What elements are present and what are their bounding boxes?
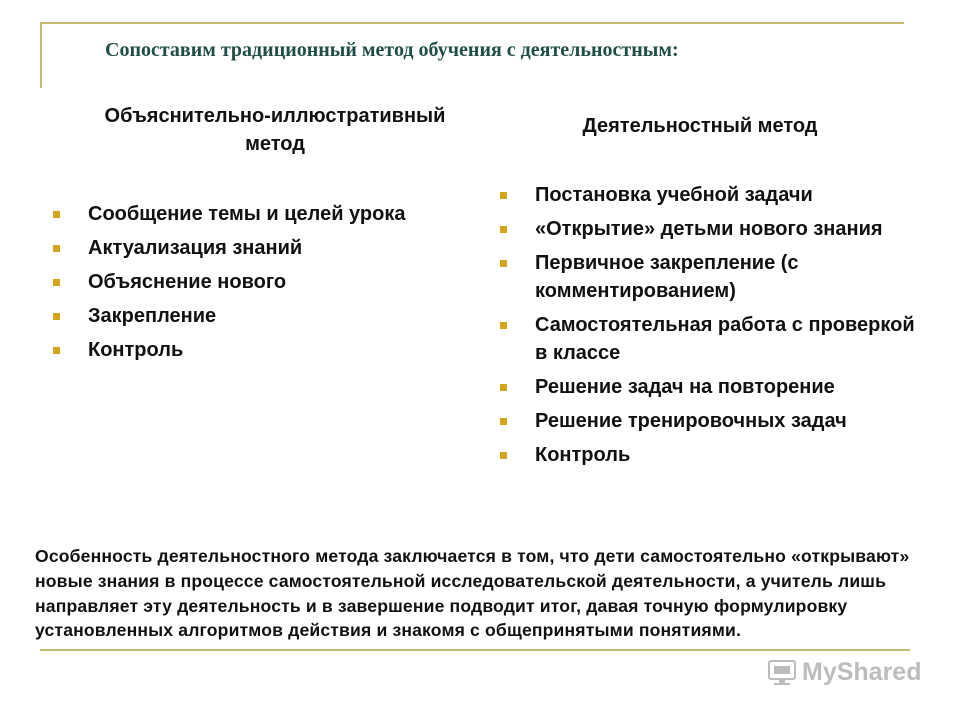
bullet-icon <box>500 452 507 459</box>
list-item: Контроль <box>48 336 448 364</box>
list-item: Решение тренировочных задач <box>495 407 925 435</box>
bullet-icon <box>500 418 507 425</box>
frame-top-line <box>40 22 904 24</box>
left-column-list <box>48 200 448 370</box>
left-heading-line2: метод <box>245 133 305 155</box>
list-item: Объяснение нового <box>48 268 448 296</box>
myshared-logo-icon <box>768 660 796 686</box>
list-item: «Открытие» детьми нового знания <box>495 215 925 243</box>
right-column-heading: Деятельностный метод <box>582 115 818 137</box>
bullet-icon <box>53 347 60 354</box>
list-item: Контроль <box>495 441 925 469</box>
bullet-icon <box>53 211 60 218</box>
list-item: Постановка учебной задачи <box>495 181 925 209</box>
list-item: Актуализация знаний <box>48 234 448 262</box>
list-item: Первичное закрепление (с комментированием) <box>495 249 925 305</box>
bullet-icon <box>53 279 60 286</box>
left-heading-line1: Объяснительно-иллюстративный <box>104 105 446 127</box>
list-item: Самостоятельная работа с проверкой в классе <box>495 311 925 367</box>
list-item: Решение задач на повторение <box>495 373 925 401</box>
list-item: Сообщение темы и целей урока <box>48 200 448 228</box>
myshared-watermark[interactable] <box>768 658 921 687</box>
left-column-heading <box>40 102 510 158</box>
bullet-icon <box>53 245 60 252</box>
list-item: Закрепление <box>48 302 448 330</box>
bullet-icon <box>500 226 507 233</box>
slide-title: Сопоставим традиционный метод обучения с деятельностным: <box>105 39 679 61</box>
method-note: Особенность деятельностного метода заключается в том, что дети самостоятельно «открывают» новые знания в процессе самостоятельной исследовательской деятельности, а учитель лишь направляет эту деятельность и в завершение подводит итог, давая точную формулировку установленных алгоритмов действия и знакомя с общепринятыми понятиями. <box>35 546 910 641</box>
bullet-icon <box>500 322 507 329</box>
frame-left-line <box>40 22 42 88</box>
bullet-icon <box>53 313 60 320</box>
watermark-text: MyShared <box>802 658 922 686</box>
right-column-list <box>495 181 925 475</box>
bullet-icon <box>500 260 507 267</box>
frame-bottom-line <box>40 649 910 651</box>
bullet-icon <box>500 192 507 199</box>
bullet-icon <box>500 384 507 391</box>
